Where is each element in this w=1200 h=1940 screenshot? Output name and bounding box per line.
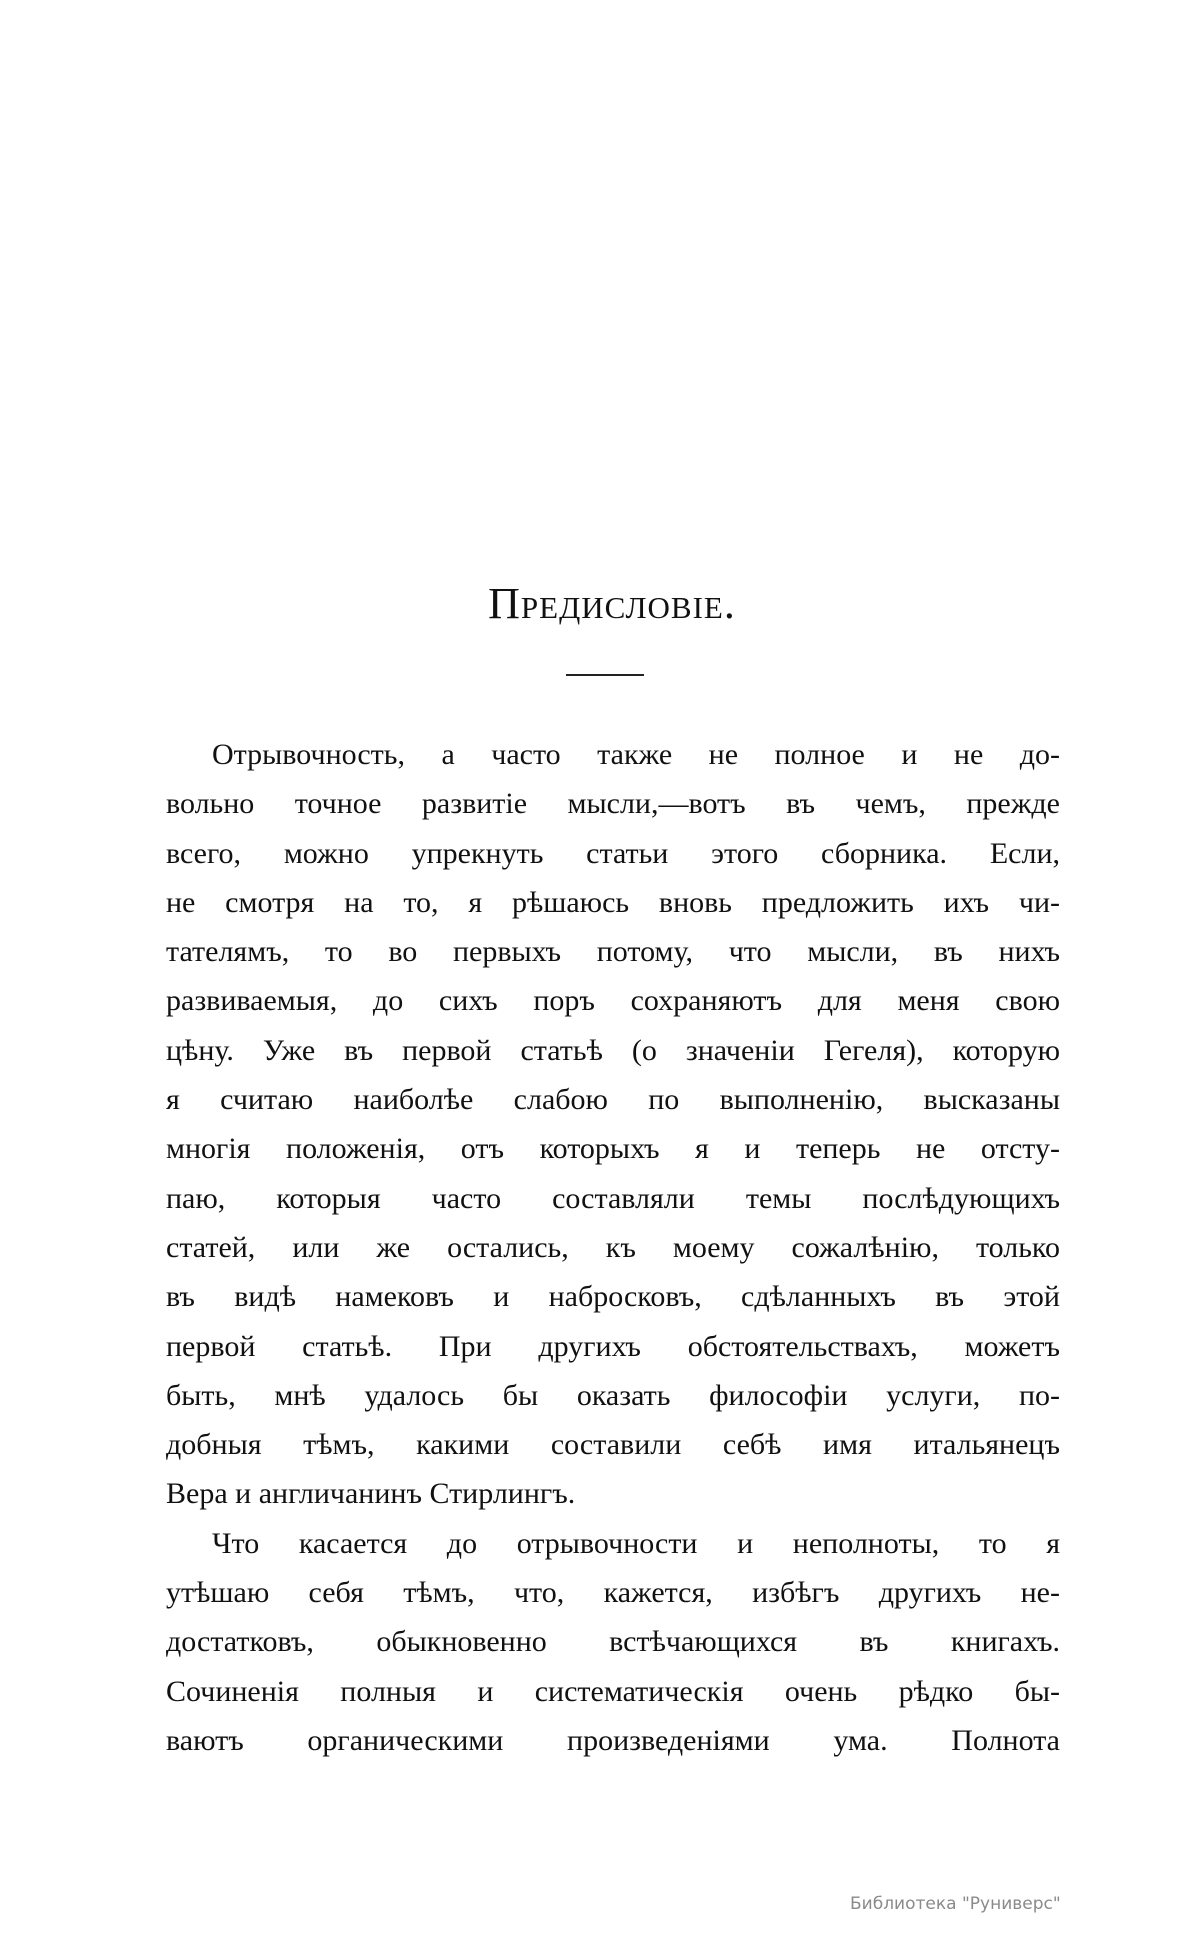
library-watermark: Библиотека "Руниверс" — [850, 1894, 1061, 1914]
text-line: Что касается до отрывочности и неполноты, то я — [212, 1526, 1060, 1560]
text-line: Отрывочность, а часто также не полное и не до- — [212, 738, 1060, 771]
text-line: всего, можно упрекнуть статьи этого сборника. Если, — [166, 836, 1060, 870]
text-line: тателямъ, то во первыхъ потому, что мысли, въ нихъ — [166, 935, 1060, 969]
text-line: не смотря на то, я рѣшаюсь вновь предложить ихъ чи- — [166, 885, 1060, 919]
text-line: статей, или же остались, къ моему сожалѣнію, только — [166, 1230, 1060, 1264]
text-line: Сочиненія полныя и систематическія очень рѣдко бы- — [166, 1674, 1060, 1708]
text-line: добныя тѣмъ, какими составили себѣ имя итальянецъ — [166, 1428, 1060, 1462]
text-line: утѣшаю себя тѣмъ, что, кажется, избѣгъ другихъ не- — [166, 1576, 1060, 1610]
text-line: я считаю наиболѣе слабою по выполненію, высказаны — [166, 1083, 1060, 1117]
page-title: Предисловіе. — [488, 579, 736, 628]
text-line: вольно точное развитіе мысли,—вотъ въ чемъ, прежде — [166, 787, 1060, 821]
text-line: Вера и англичанинъ Стирлингъ. — [166, 1477, 576, 1511]
body-text — [166, 730, 1060, 1765]
text-line: достатковъ, обыкновенно встѣчающихся въ книгахъ. — [166, 1625, 1060, 1659]
text-line: развиваемыя, до сихъ поръ сохраняютъ для меня свою — [166, 984, 1060, 1018]
text-line: первой статьѣ. При другихъ обстоятельствахъ, можетъ — [166, 1329, 1060, 1363]
text-line: быть, мнѣ удалось бы оказать философіи услуги, по- — [166, 1378, 1060, 1412]
title-divider — [566, 674, 644, 676]
text-line: въ видѣ намековъ и набросковъ, сдѣланныхъ въ этой — [166, 1280, 1060, 1314]
text-line: паю, которыя часто составляли темы послѣдующихъ — [166, 1181, 1060, 1215]
text-line: многія положенія, отъ которыхъ я и теперь не отсту- — [166, 1132, 1060, 1166]
text-line: цѣну. Уже въ первой статьѣ (о значеніи Гегеля), которую — [166, 1033, 1060, 1067]
text-line: ваютъ органическими произведеніями ума. Полнота — [166, 1723, 1060, 1757]
